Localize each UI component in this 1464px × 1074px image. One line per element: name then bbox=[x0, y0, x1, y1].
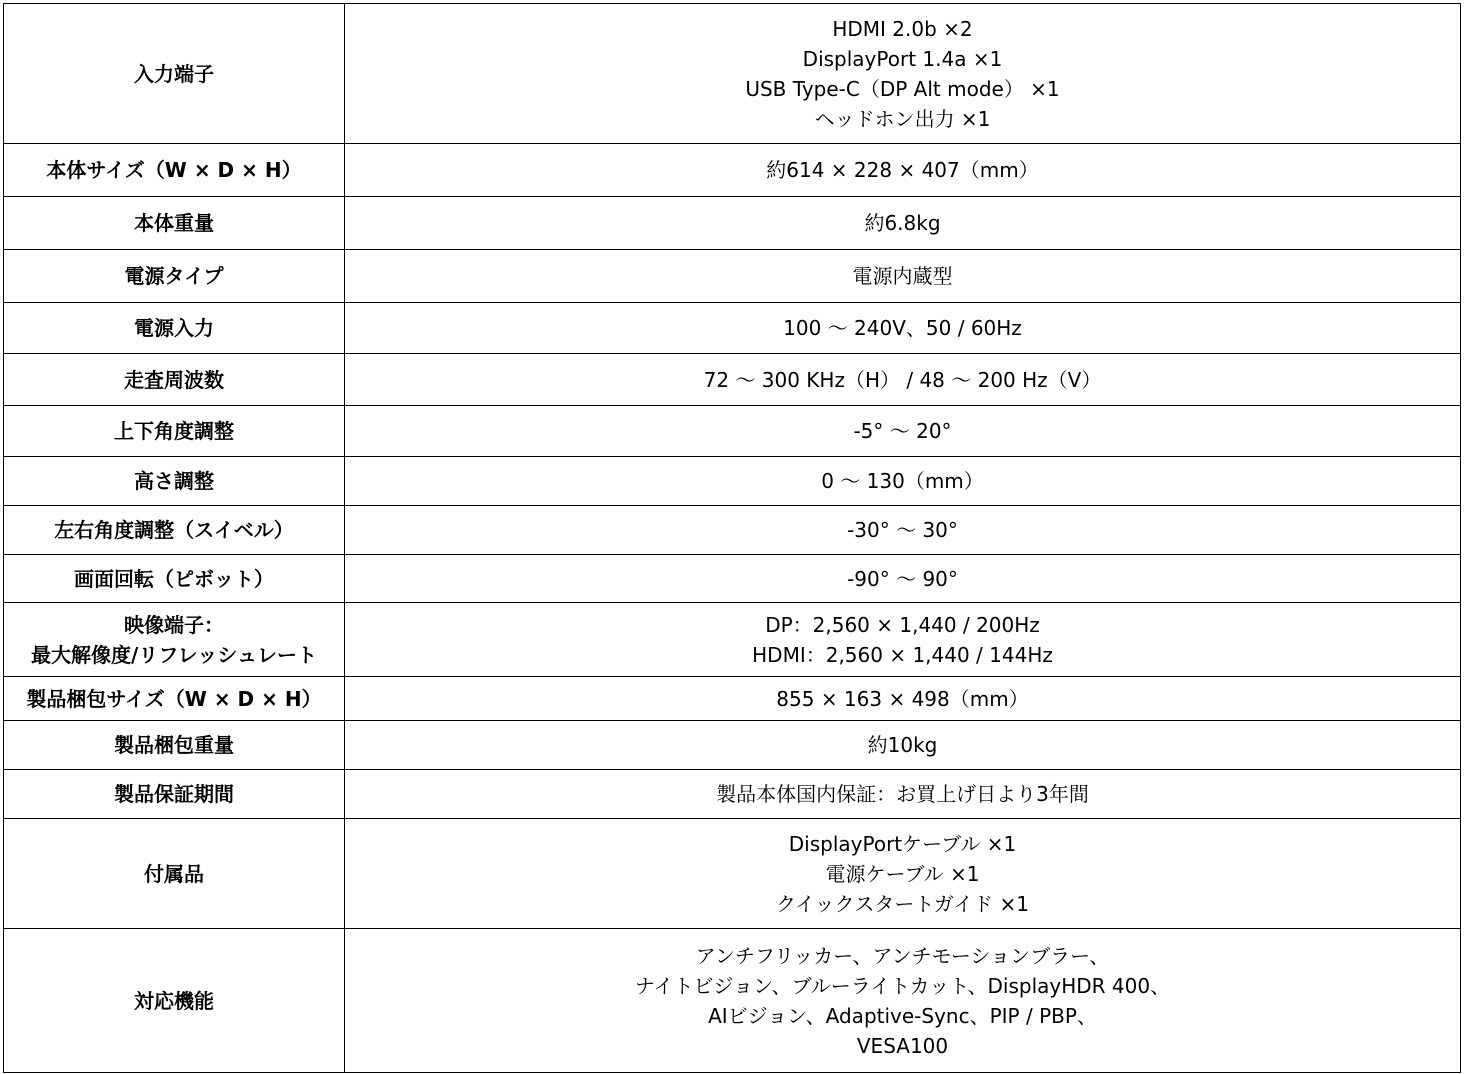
spec-value bbox=[345, 506, 1461, 555]
table-row bbox=[4, 406, 1461, 457]
value-line: 約614 × 228 × 407（mm） bbox=[766, 158, 1039, 182]
label-line: 本体重量 bbox=[134, 211, 214, 235]
value-line: 72 ～ 300 KHz（H） / 48 ～ 200 Hz（V） bbox=[703, 367, 1102, 392]
value-line: AIビジョン、Adaptive-Sync、PIP / PBP、 bbox=[708, 1003, 1097, 1028]
table-row bbox=[4, 721, 1461, 770]
spec-value bbox=[345, 197, 1461, 250]
value-line: 電源内蔵型 bbox=[852, 264, 953, 288]
spec-value bbox=[345, 677, 1461, 721]
label-line: 対応機能 bbox=[134, 988, 214, 1013]
spec-value bbox=[345, 4, 1461, 144]
table-row bbox=[4, 929, 1461, 1073]
value-line: USB Type-C（DP Alt mode） ×1 bbox=[745, 76, 1060, 101]
label-line: 上下角度調整 bbox=[114, 419, 234, 443]
spec-label bbox=[4, 677, 345, 721]
table-row bbox=[4, 250, 1461, 303]
table-row bbox=[4, 303, 1461, 354]
value-line: 100 ～ 240V、50 / 60Hz bbox=[783, 316, 1022, 340]
table-row bbox=[4, 4, 1461, 144]
spec-label bbox=[4, 929, 345, 1073]
label-line: 製品梱包重量 bbox=[114, 733, 234, 757]
spec-label bbox=[4, 406, 345, 457]
table-row bbox=[4, 770, 1461, 819]
value-line: 約10kg bbox=[867, 733, 938, 757]
spec-label bbox=[4, 819, 345, 929]
label-line: 製品梱包サイズ（W × D × H） bbox=[26, 686, 322, 711]
spec-value bbox=[345, 929, 1461, 1073]
label-line: 電源入力 bbox=[134, 316, 214, 340]
spec-label bbox=[4, 506, 345, 555]
label-line: 製品保証期間 bbox=[114, 782, 234, 806]
spec-value bbox=[345, 354, 1461, 406]
table-row bbox=[4, 603, 1461, 677]
spec-value bbox=[345, 555, 1461, 603]
spec-label bbox=[4, 303, 345, 354]
spec-value bbox=[345, 457, 1461, 506]
value-line: 約6.8kg bbox=[864, 211, 941, 235]
value-line: HDMI：2,560 × 1,440 / 144Hz bbox=[752, 642, 1053, 667]
spec-value bbox=[345, 770, 1461, 819]
value-line: 電源ケーブル ×1 bbox=[825, 861, 980, 886]
spec-label bbox=[4, 197, 345, 250]
label-line: 走査周波数 bbox=[124, 367, 224, 392]
spec-value bbox=[345, 144, 1461, 197]
label-line: 画面回転（ピボット） bbox=[74, 566, 274, 591]
table-row bbox=[4, 144, 1461, 197]
table-row bbox=[4, 457, 1461, 506]
table-row bbox=[4, 819, 1461, 929]
spec-value bbox=[345, 819, 1461, 929]
value-line: DP：2,560 × 1,440 / 200Hz bbox=[765, 612, 1040, 637]
spec-value bbox=[345, 250, 1461, 303]
label-line: 本体サイズ（W × D × H） bbox=[46, 158, 302, 182]
value-line: クイックスタートガイド ×1 bbox=[775, 891, 1030, 916]
value-line: 855 × 163 × 498（mm） bbox=[776, 686, 1029, 711]
table-row bbox=[4, 555, 1461, 603]
spec-label bbox=[4, 721, 345, 770]
label-line: 最大解像度/リフレッシュレート bbox=[31, 642, 317, 667]
spec-value bbox=[345, 721, 1461, 770]
spec-label bbox=[4, 555, 345, 603]
value-line: -5° ～ 20° bbox=[853, 419, 952, 443]
label-line: 付属品 bbox=[144, 861, 204, 886]
spec-label bbox=[4, 354, 345, 406]
value-line: -30° ～ 30° bbox=[847, 518, 958, 542]
spec-value bbox=[345, 303, 1461, 354]
table-row bbox=[4, 354, 1461, 406]
value-line: DisplayPort 1.4a ×1 bbox=[802, 46, 1003, 71]
value-line: -90° ～ 90° bbox=[847, 566, 958, 591]
spec-label bbox=[4, 457, 345, 506]
label-line: 左右角度調整（スイベル） bbox=[54, 518, 294, 542]
table-row bbox=[4, 506, 1461, 555]
value-line: 製品本体国内保証：お買上げ日より3年間 bbox=[716, 782, 1089, 806]
spec-label bbox=[4, 250, 345, 303]
value-line: ヘッドホン出力 ×1 bbox=[814, 106, 991, 131]
value-line: アンチフリッカー、アンチモーションブラー、 bbox=[695, 943, 1110, 968]
label-line: 映像端子： bbox=[124, 612, 224, 637]
spec-label bbox=[4, 144, 345, 197]
value-line: DisplayPortケーブル ×1 bbox=[788, 831, 1017, 856]
spec-value bbox=[345, 603, 1461, 677]
spec-label bbox=[4, 603, 345, 677]
table-row bbox=[4, 197, 1461, 250]
value-line: HDMI 2.0b ×2 bbox=[832, 16, 973, 41]
table-row bbox=[4, 677, 1461, 721]
spec-label bbox=[4, 4, 345, 144]
spec-table bbox=[3, 3, 1461, 1073]
label-line: 電源タイプ bbox=[124, 264, 224, 288]
value-line: VESA100 bbox=[856, 1033, 949, 1058]
label-line: 高さ調整 bbox=[134, 469, 214, 493]
value-line: 0 ～ 130（mm） bbox=[821, 469, 984, 493]
value-line: ナイトビジョン、ブルーライトカット、DisplayHDR 400、 bbox=[634, 973, 1171, 998]
label-line: 入力端子 bbox=[134, 61, 214, 86]
spec-value bbox=[345, 406, 1461, 457]
spec-label bbox=[4, 770, 345, 819]
